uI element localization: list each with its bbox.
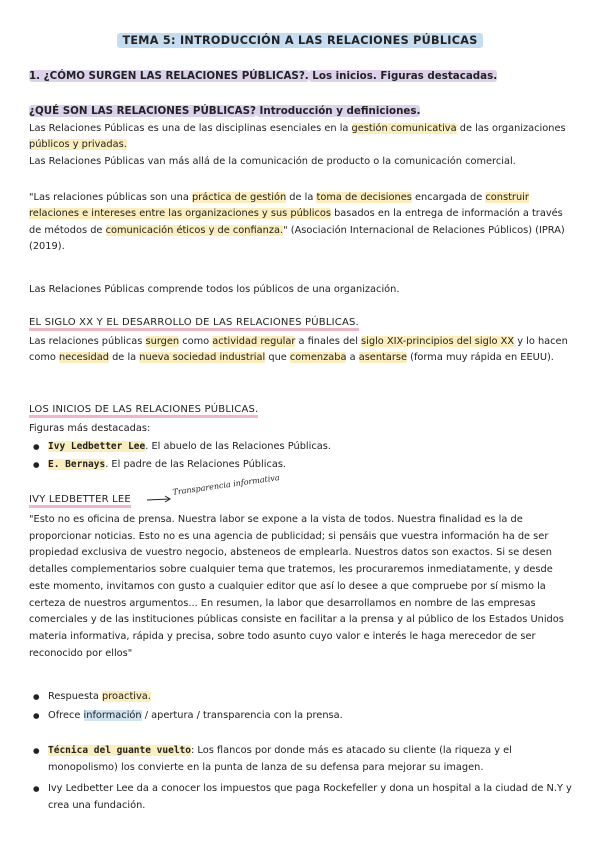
page-title: TEMA 5: INTRODUCCIÓN A LAS RELACIONES PÚBLICAS [0, 29, 600, 48]
section-heading-ivy: IVY LEDBETTER LEE [29, 494, 131, 505]
list-item: ● Técnica del guante vuelto: Los flancos por donde más es atacado su cliente (la riqueza y el monopolismo) los convierte en la punta de lanza de su defensa para mejorar su imagen. [48, 743, 583, 776]
list-item: ● Ivy Ledbetter Lee da a conocer los impuestos que paga Rockefeller y dona un hospital a la ciudad de N.Y y crea una fundación. [48, 781, 583, 814]
list-item: ● Ofrece información / apertura / transparencia con la prensa. [48, 708, 583, 725]
section-heading-definition: ¿QUÉ SON LAS RELACIONES PÚBLICAS? Introducción y definiciones. [29, 105, 421, 117]
ipra-quote: "Las relaciones públicas son una práctica de gestión de la toma de decisiones encargada de construir relaciones e intereses entre las organizaciones y sus públicos basados en la entrega de información a través de métodos de comunicación éticos y de confianza." (Asociación Internacional de Relaciones Públicos) (IPRA) (2019). [29, 192, 565, 252]
list-item: ● Ivy Ledbetter Lee. El abuelo de las Relaciones Públicas. [48, 439, 583, 456]
section-heading-origins: 1. ¿CÓMO SURGEN LAS RELACIONES PÚBLICAS?. Los inicios. Figuras destacadas. [29, 70, 498, 82]
paragraph-definition: Las Relaciones Públicas es una de las disciplinas esenciales en la gestión comunicativa de las organizaciones públicos y privadas. Las Relaciones Públicas van más allá de la comunicación de producto o la comunicación comercial. [29, 123, 566, 167]
section-heading-siglo-xx: EL SIGLO XX Y EL DESARROLLO DE LAS RELACIONES PÚBLICAS. [29, 317, 359, 328]
paragraph-publics: Las Relaciones Públicas comprende todos los públicos de una organización. [29, 284, 400, 295]
handwritten-annotation: Transparencia informativa [172, 472, 281, 497]
ivy-lee-quote: "Esto no es oficina de prensa. Nuestra labor se expone a la vista de todos. Nuestra finalidad es la de proporcionar noticias. Esto no es una agencia de publicidad; si pensáis que vuestra información ha de ser propiedad exclusiva de vuestro negocio, absteneos de emplearla. Nuestros datos son exactos. Si se desen detalles complementarios sobre cualquier tema que tratemos, les procuraremos inmediatamente, y desde este momento, invitamos con gusto a cualquier editor que así lo desee a que compruebe por sí mismo la certeza de nuestros argumentos... En resumen, la labor que desarrollamos en nombre de las empresas comerciales y de las instituciones públicas consiste en facilitar a la prensa y al público de los Estados Unidos materia informativa, rápida y precisa, sobre todo asunto cuyo valor e interés le haga merecedor de ser reconocido por ellos" [29, 514, 564, 659]
list-item: ● Respuesta proactiva. [48, 689, 583, 706]
arrow-annotation-icon [145, 492, 175, 504]
inicios-intro: Figuras más destacadas: [29, 423, 151, 434]
paragraph-siglo-xx: Las relaciones públicas surgen como actividad regular a finales del siglo XIX-principios del siglo XX y lo hacen como necesidad de la nueva sociedad industrial que comenzaba a asentarse (forma muy rápida en EEUU). [29, 336, 568, 364]
section-heading-inicios: LOS INICIOS DE LAS RELACIONES PÚBLICAS. [29, 404, 258, 415]
list-item: ● E. Bernays. El padre de las Relaciones Públicas. [48, 457, 583, 474]
